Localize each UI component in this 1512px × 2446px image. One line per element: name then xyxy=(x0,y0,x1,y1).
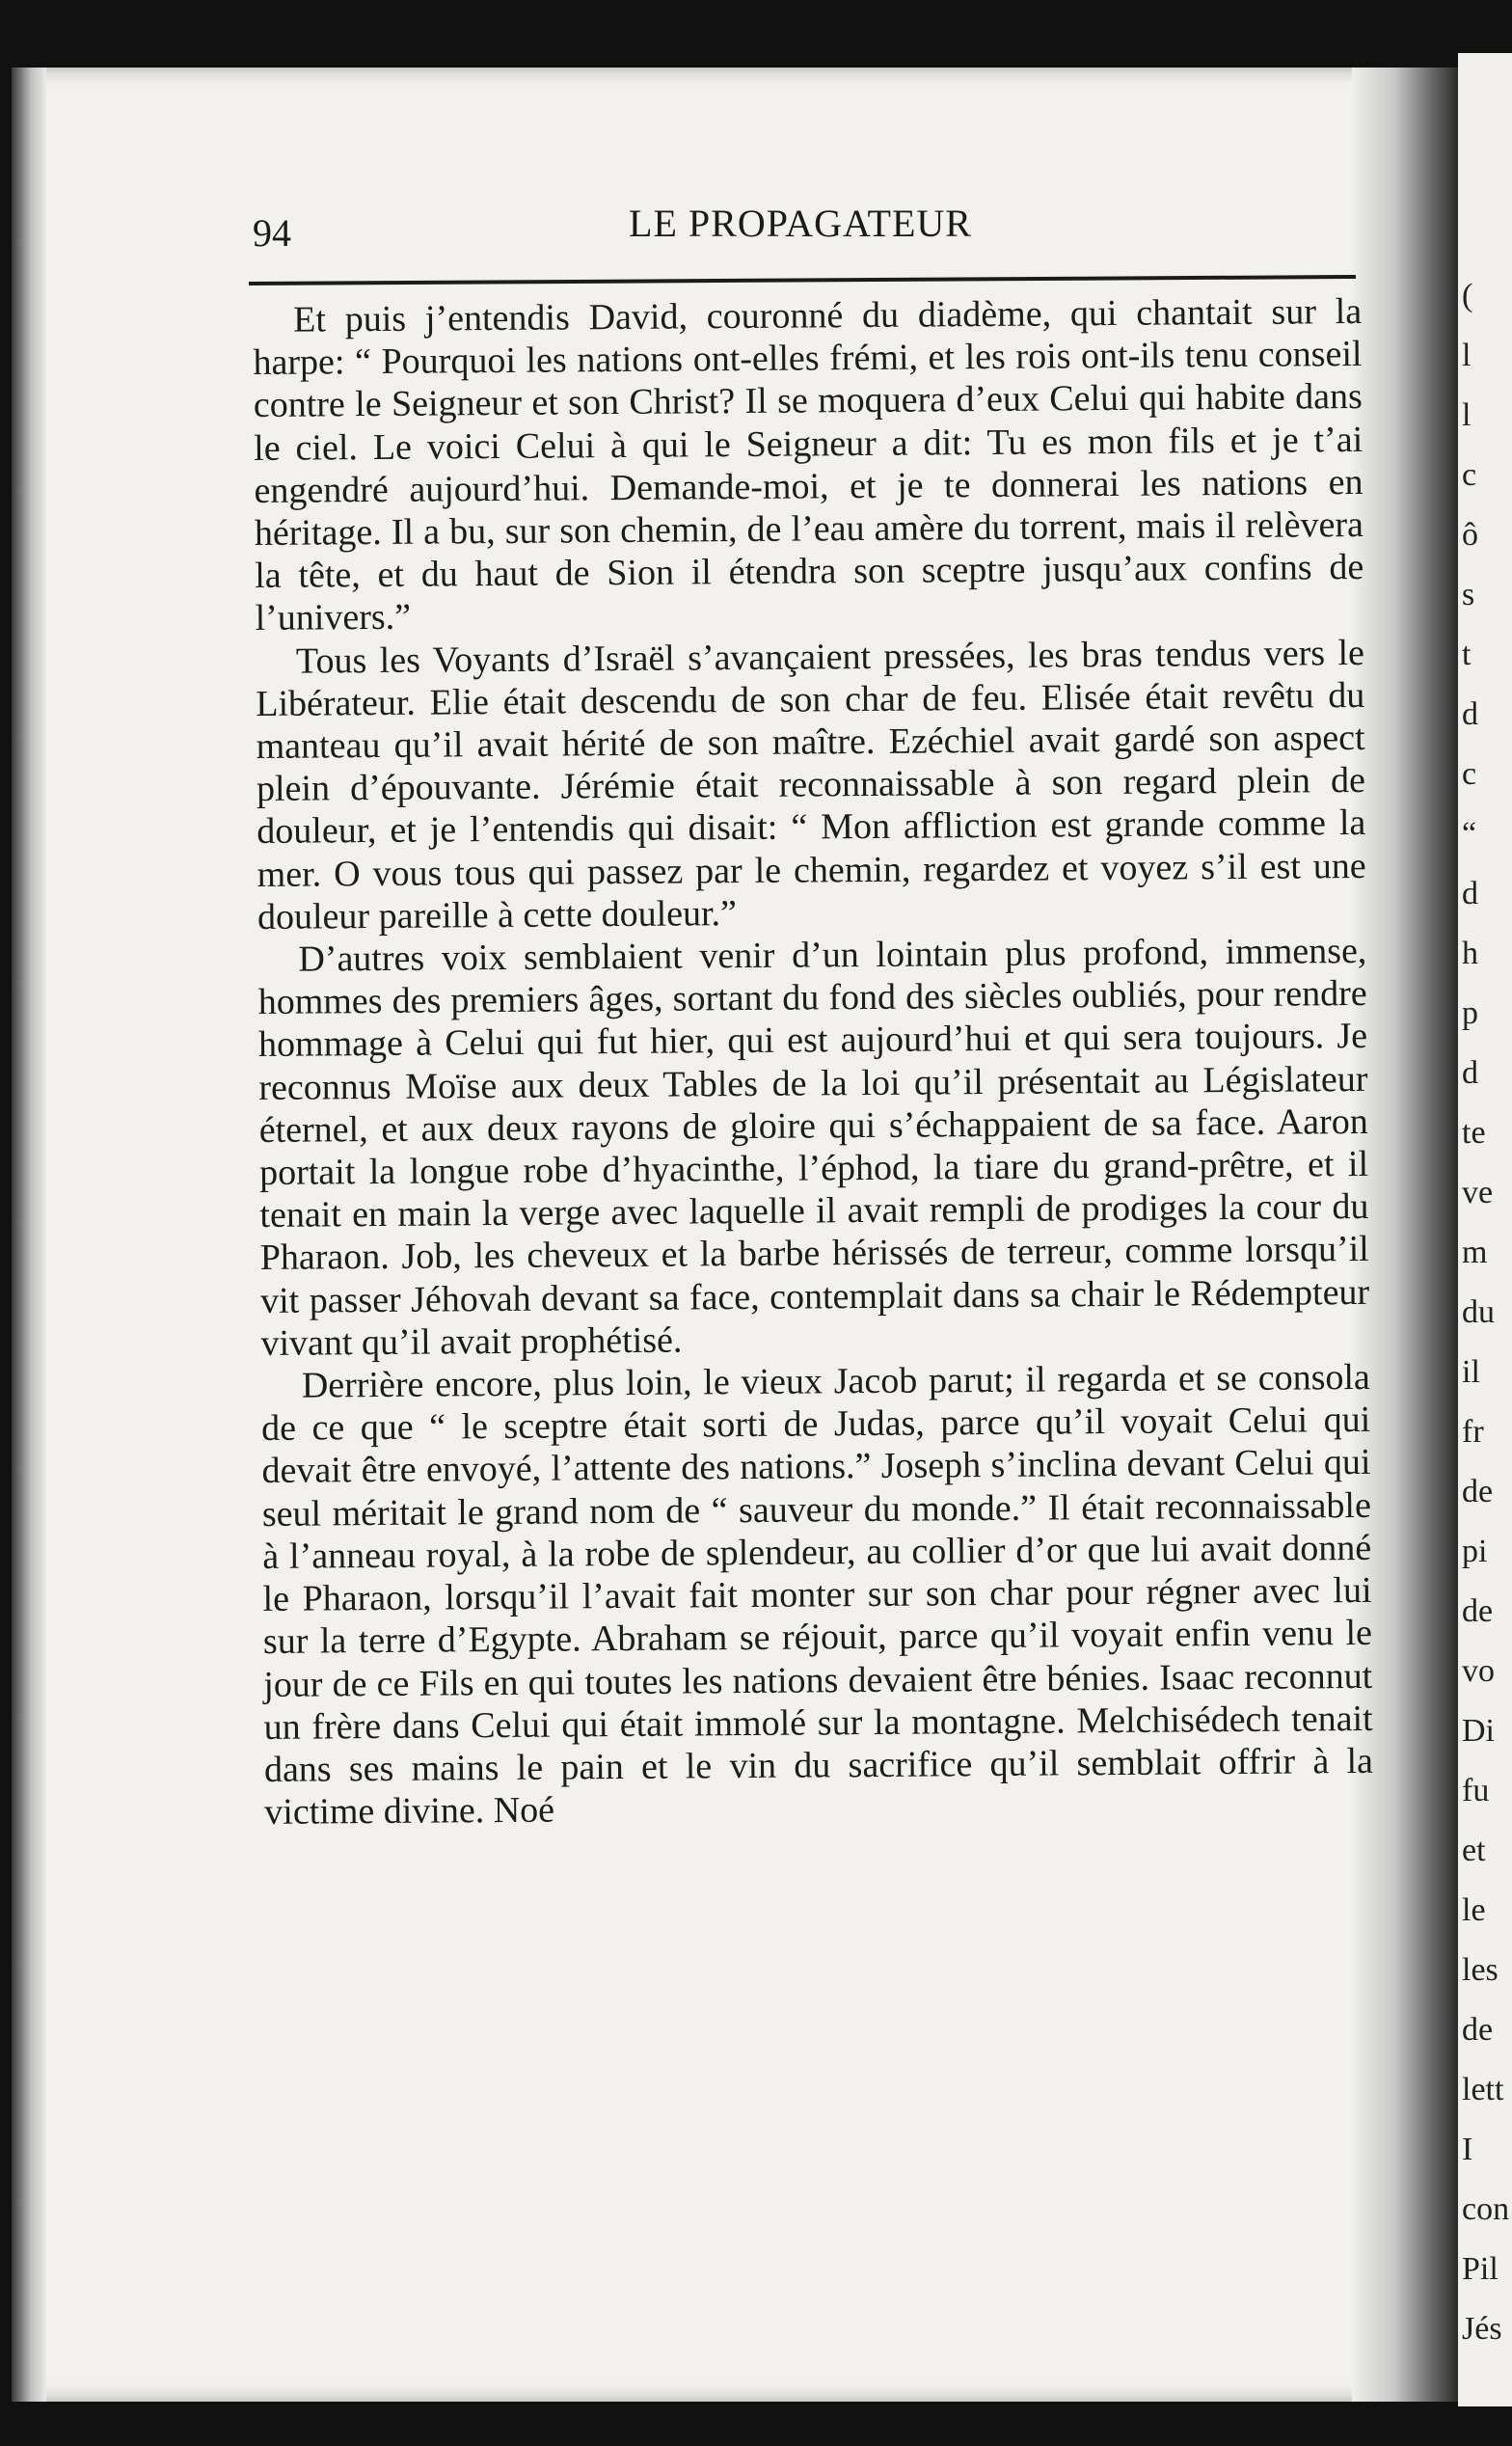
facing-page-fragment: m xyxy=(1462,1235,1488,1270)
facing-page-fragment: p xyxy=(1462,995,1478,1031)
facing-page-fragment: Pil xyxy=(1462,2251,1498,2287)
facing-page-fragment: d xyxy=(1462,1055,1478,1091)
facing-page-fragment: et xyxy=(1462,1833,1486,1868)
facing-page-fragment: c xyxy=(1462,457,1477,493)
paragraph-premiers-ages: D’autres voix semblaient venir d’un lointain plus profond, immense, hommes des premiers âges, sortant du fond des siècles oubliés, pour rendre hommage à Celui qui fut hier, qui est aujourd’hui et qui sera toujours. Je reconnus Moïse aux deux Tables de la loi qu’il présentait au Législateur éternel, et aux deux rayons de gloire qui s’échappaient de sa face. Aaron portait la longue robe d’hyacinthe, l’éphod, la tiare du grand-prêtre, et il tenait en main la verge avec laquelle il avait rempli de prodiges la cour du Pharaon. Job, les cheveux et la barbe hérissés de terreur, comme lorsqu’il vit passer Jéhovah devant sa face, contemplait dans sa chair le Rédempteur vivant qu’il avait prophétisé. xyxy=(257,930,1370,1364)
facing-page-fragment: Di xyxy=(1462,1713,1495,1749)
facing-page-fragment: l xyxy=(1462,338,1472,373)
facing-page-fragment: de xyxy=(1462,2012,1494,2048)
facing-page-fragment: vo xyxy=(1462,1653,1495,1689)
facing-page-fragment: fu xyxy=(1462,1773,1490,1808)
facing-page-edge xyxy=(1458,53,1512,2406)
facing-page-fragment: Jés xyxy=(1462,2311,1502,2347)
paragraph-david: Et puis j’entendis David, couronné du diadème, qui chantait sur la harpe: “ Pourquoi les nations ont-elles frémi, et les rois ont-ils tenu conseil contre le Seigneur et son Christ? Il se moquera d’eux Celui qui habite dans le ciel. Le voici Celui à qui le Seigneur a dit: Tu es mon fils et je t’ai engendré aujourd’hui. Demande-moi, et je te donnerai les nations en héritage. Il a bu, sur son chemin, de l’eau amère du torrent, mais il relèvera la tête, et du haut de Sion il étendra son sceptre jusqu’aux confins de l’univers.” xyxy=(253,290,1364,639)
facing-page-fragment: I xyxy=(1462,2132,1473,2167)
body-text xyxy=(253,290,1373,1834)
facing-page-fragment: ô xyxy=(1462,517,1478,553)
paragraph-voyants: Tous les Voyants d’Israël s’avançaient pressées, les bras tendus vers le Libérateur. Elie était descendu de son char de feu. Elisée était revêtu du manteau qu’il avait hérité de son maître. Ezéchiel avait gardé son aspect plein d’épouvante. Jérémie était reconnaissable à son regard plein de douleur, et je l’entendis qui disait: “ Mon affliction est grande comme la mer. O vous tous qui passez par le chemin, regardez et voyez s’il est une douleur pareille à cette douleur.” xyxy=(256,632,1366,938)
facing-page-fragment: les xyxy=(1462,1952,1498,1988)
paragraph-patriarches: Derrière encore, plus loin, le vieux Jacob parut; il regarda et se consola de ce que “ le sceptre était sorti de Judas, parce qu’il voyait Celui qui devait être envoyé, l’attente des nations.” Joseph s’inclina devant Celui qui seul méritait le grand nom de “ sauveur du monde.” Il était reconnaissable à l’anneau royal, à la robe de splendeur, au collier d’or que lui avait donné le Pharaon, lorsqu’il l’avait fait monter sur son char pour régner avec lui sur la terre d’Egypte. Abraham se réjouit, parce qu’il voyait enfin venu le jour de ce Fils en qui toutes les nations devaient être bénies. Isaac reconnut un frère dans Celui qui était immolé sur la montagne. Melchisédech tenait dans ses mains le pain et le vin du sacrifice qu’il semblait offrir à la victime divine. Noé xyxy=(261,1357,1374,1834)
facing-page-fragment: c xyxy=(1462,756,1477,792)
facing-page-fragment: du xyxy=(1462,1294,1495,1330)
facing-page-fragment: “ xyxy=(1462,816,1477,852)
facing-page-fragment: ve xyxy=(1462,1175,1494,1210)
facing-page-fragment: d xyxy=(1462,876,1478,911)
facing-page-fragment: lett xyxy=(1462,2072,1504,2107)
facing-page-fragment: il xyxy=(1462,1354,1480,1390)
facing-page-fragment: con xyxy=(1462,2191,1510,2227)
facing-page-fragment: fr xyxy=(1462,1414,1484,1450)
facing-page-fragment: de xyxy=(1462,1593,1494,1629)
facing-page-fragment: d xyxy=(1462,696,1478,732)
facing-page-fragment: t xyxy=(1462,637,1472,672)
facing-page-fragment: le xyxy=(1462,1892,1486,1928)
page-number: 94 xyxy=(253,211,291,255)
running-title: LE PROPAGATEUR xyxy=(629,202,972,245)
facing-page-fragment: ( xyxy=(1462,278,1473,313)
page-left-edge-shadow xyxy=(12,68,46,2402)
page-header xyxy=(241,193,1360,260)
facing-page-fragment: pi xyxy=(1462,1534,1488,1569)
facing-page-fragment: h xyxy=(1462,936,1478,971)
facing-page-fragment: te xyxy=(1462,1115,1486,1151)
facing-page-fragment: de xyxy=(1462,1474,1494,1509)
facing-page-fragment: l xyxy=(1462,397,1472,433)
facing-page-fragment: s xyxy=(1462,577,1475,612)
